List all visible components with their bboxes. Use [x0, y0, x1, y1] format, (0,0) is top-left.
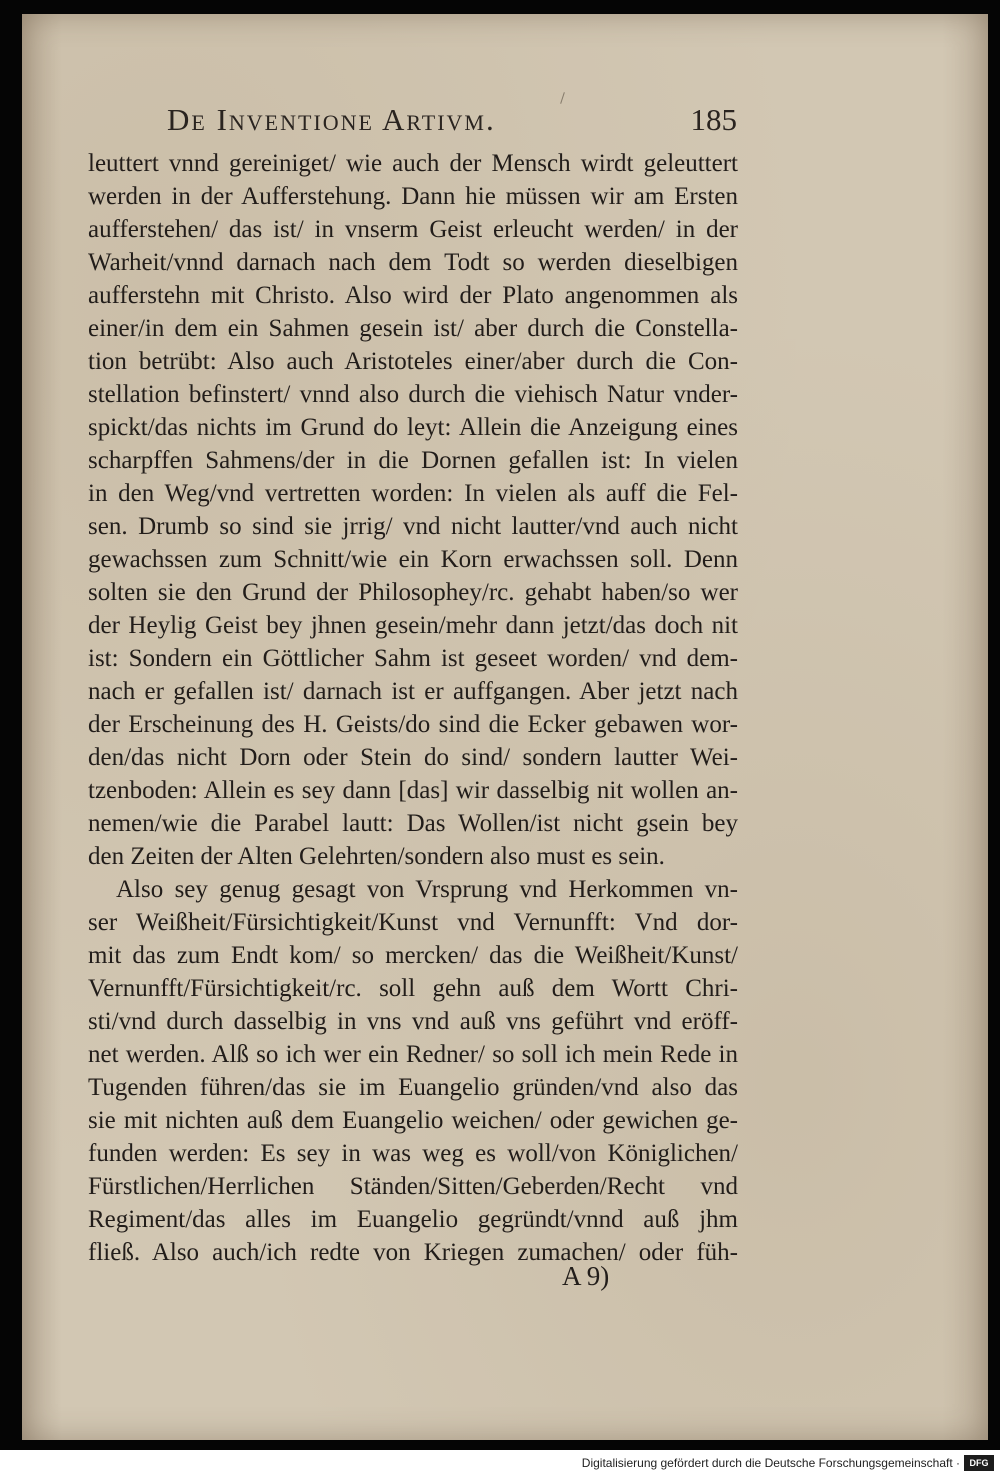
footer-credit: Digitalisierung gefördert durch die Deutsche Forschungsgemeinschaft · [581, 1456, 960, 1470]
text-line: Fürstlichen/Herrlichen Ständen/Sitten/Geberden/Recht vnd [88, 1173, 738, 1200]
catchword: A 9) [562, 1261, 610, 1291]
body-text [88, 147, 738, 1269]
text-line: aufferstehn mit Christo. Also wird der Plato angenommen als [88, 282, 738, 309]
dfg-logo: DFG [964, 1455, 994, 1471]
running-head [167, 102, 737, 144]
text-line: werden in der Aufferstehung. Dann hie müssen wir am Ersten [88, 183, 738, 210]
text-line: Tugenden führen/das sie im Euangelio gründen/vnd also das [88, 1074, 738, 1101]
text-line: ser Weißheit/Fürsichtigkeit/Kunst vnd Vernunfft: Vnd dor- [88, 909, 738, 936]
footer-strip [0, 1450, 1000, 1477]
text-line: Also sey genug gesagt von Vrsprung vnd Herkommen vn- [116, 876, 738, 903]
text-line: sen. Drumb so sind sie jrrig/ vnd nicht lautter/vnd auch nicht [88, 513, 738, 540]
text-line: net werden. Alß so ich wer ein Redner/ so soll ich mein Rede in [88, 1041, 738, 1068]
text-line: nemen/wie die Parabel lautt: Das Wollen/ist nicht gsein bey [88, 810, 738, 837]
page-number: 185 [690, 102, 737, 137]
text-line: stellation befinstert/ vnnd also durch die viehisch Natur vnder- [88, 381, 738, 408]
text-line: der Heylig Geist bey jhnen gesein/mehr dann jetzt/das doch nit [88, 612, 738, 639]
book-page [22, 14, 988, 1440]
text-line: Vernunfft/Fürsichtigkeit/rc. soll gehn auß dem Wortt Chri- [88, 975, 738, 1002]
text-line: den/das nicht Dorn oder Stein do sind/ sondern lautter Wei- [88, 744, 738, 771]
text-line: Warheit/vnnd darnach nach dem Todt so werden dieselbigen [88, 249, 738, 276]
text-line: tion betrübt: Also auch Aristoteles einer/aber durch die Con- [88, 348, 738, 375]
text-line: spickt/das nichts im Grund do leyt: Allein die Anzeigung eines [88, 414, 738, 441]
text-line: sie mit nichten auß dem Euangelio weichen/ oder gewichen ge- [88, 1107, 738, 1134]
text-line: scharpffen Sahmens/der in die Dornen gefallen ist: In vielen [88, 447, 738, 474]
text-line: mit das zum Endt kom/ so mercken/ das die Weißheit/Kunst/ [88, 942, 738, 969]
text-line: leuttert vnnd gereiniget/ wie auch der Mensch wirdt geleuttert [88, 150, 738, 177]
text-line: gewachssen zum Schnitt/wie ein Korn erwachssen soll. Denn [88, 546, 738, 573]
text-line: der Erscheinung des H. Geists/do sind die Ecker gebawen wor- [88, 711, 738, 738]
text-line: solten sie den Grund der Philosophey/rc. gehabt haben/so wer [88, 579, 738, 606]
text-line: einer/in dem ein Sahmen gesein ist/ aber durch die Constella- [88, 315, 738, 342]
text-line: fließ. Also auch/ich redte von Kriegen zumachen/ oder füh- [88, 1239, 738, 1266]
text-line: tzenboden: Allein es sey dann [das] wir dasselbig nit wollen an- [88, 777, 738, 804]
text-line: sti/vnd durch dasselbig in vns vnd auß vns geführt vnd eröff- [88, 1008, 738, 1035]
running-title: De Inventione Artivm. [167, 102, 496, 137]
text-line: aufferstehen/ das ist/ in vnserm Geist erleucht werden/ in der [88, 216, 738, 243]
text-line: Regiment/das alles im Euangelio gegründt/vnnd auß jhm [88, 1206, 738, 1233]
text-line: ist: Sondern ein Göttlicher Sahm ist geseet worden/ vnd dem- [88, 645, 738, 672]
text-line: den Zeiten der Alten Gelehrten/sondern also must es sein. [88, 843, 665, 870]
text-line: funden werden: Es sey in was weg es woll/von Königlichen/ [88, 1140, 738, 1167]
text-line: nach er gefallen ist/ darnach ist er auffgangen. Aber jetzt nach [88, 678, 738, 705]
text-line: in den Weg/vnd vertretten worden: In vielen als auff die Fel- [88, 480, 738, 507]
